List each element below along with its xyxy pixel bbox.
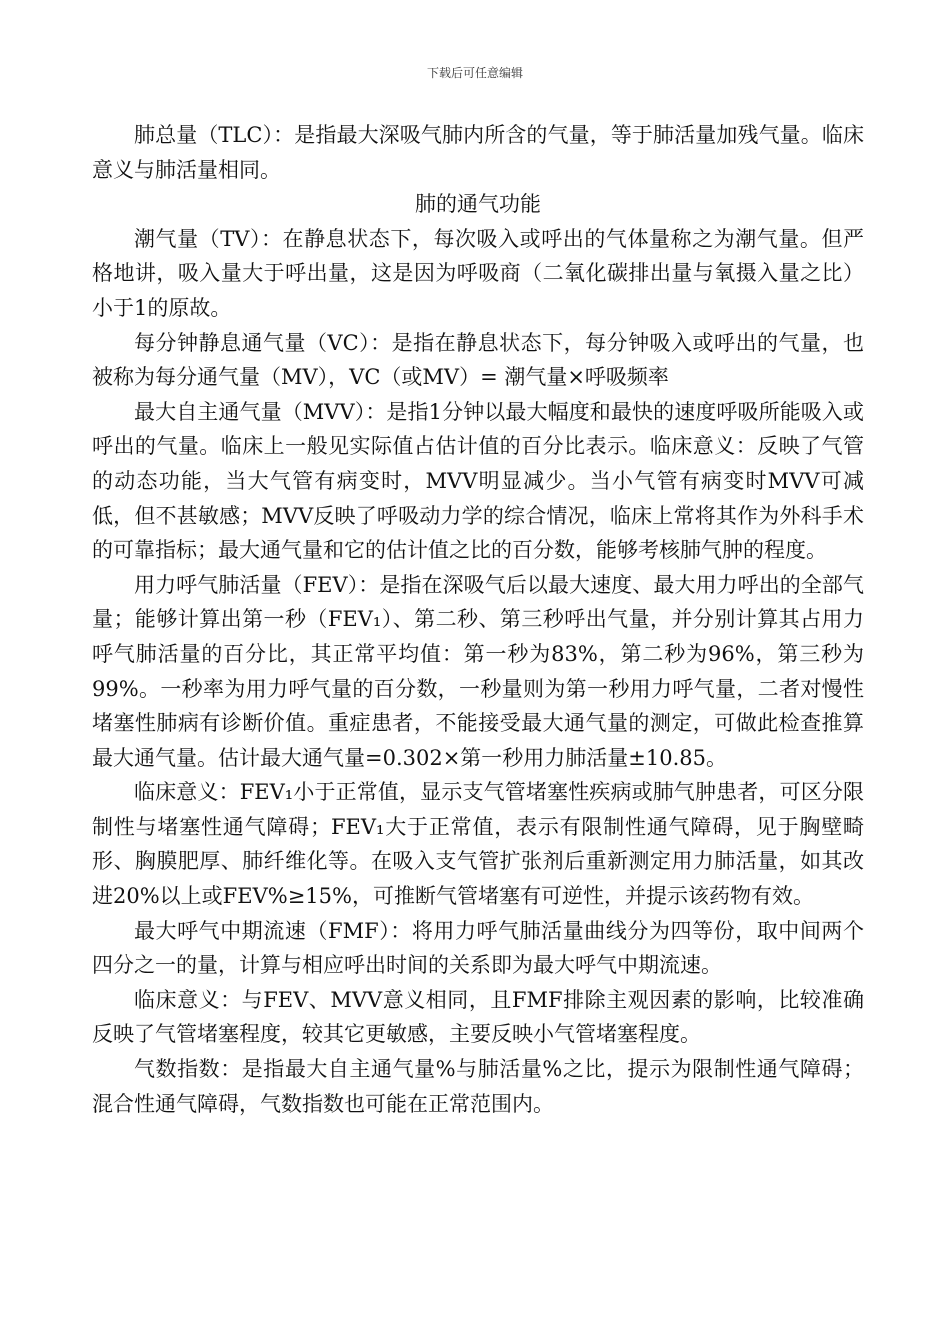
paragraph-fev: 用力呼气肺活量（FEV）：是指在深吸气后以最大速度、最大用力呼出的全部气量；能够计算出第一秒（FEV₁）、第二秒、第三秒呼出气量，并分别计算其占用力呼气肺活量的百分比，其正常平均值：第一秒为83%，第二秒为96%，第三秒为99%。一秒率为用力呼气量的百分数，一秒量则为第一秒用力呼气量，二者对慢性堵塞性肺病有诊断价值。重症患者，不能接受最大通气量的测定，可做此检查推算最大通气量。估计最大通气量=0.302×第一秒用力肺活量±10.85。 [92, 572, 864, 770]
paragraph-fev-clinical: 临床意义：FEV₁小于正常值，显示支气管堵塞性疾病或肺气肿患者，可区分限制性与堵塞性通气障碍；FEV₁大于正常值，表示有限制性通气障碍，见于胸壁畸形、胸膜肥厚、肺纤维化等。在吸入支气管扩张剂后重新测定用力肺活量，如其改进20%以上或FEV%≥15%，可推断气管堵塞有可逆性，并提示该药物有效。 [92, 780, 864, 909]
paragraph-mvv: 最大自主通气量（MVV）：是指1分钟以最大幅度和最快的速度呼吸所能吸入或呼出的气量。临床上一般见实际值占估计值的百分比表示。临床意义：反映了气管的动态功能，当大气管有病变时，MVV明显减少。当小气管有病变时MVV可减低，但不甚敏感；MVV反映了呼吸动力学的综合情况，临床上常将其作为外科手术的可靠指标；最大通气量和它的估计值之比的百分数，能够考核肺气肿的程度。 [92, 399, 864, 563]
paragraph-tidal-volume: 潮气量（TV）：在静息状态下，每次吸入或呼出的气体量称之为潮气量。但严格地讲，吸入量大于呼出量，这是因为呼吸商（二氧化碳排出量与氧摄入量之比）小于1的原故。 [92, 226, 864, 320]
page-header: 下载后可任意编辑 [426, 66, 523, 80]
section-title: 肺的通气功能 [415, 192, 541, 217]
paragraph-total-lung-capacity: 肺总量（TLC）：是指最大深吸气肺内所含的气量，等于肺活量加残气量。临床意义与肺活量相同。 [92, 123, 864, 182]
paragraph-fmf: 最大呼气中期流速（FMF）：将用力呼气肺活量曲线分为四等份，取中间两个四分之一的量，计算与相应呼出时间的关系即为最大呼气中期流速。 [92, 918, 864, 978]
document-body [92, 118, 864, 1121]
paragraph-minute-ventilation: 每分钟静息通气量（VC）：是指在静息状态下，每分钟吸入或呼出的气量，也被称为每分通气量（MV），VC（或MV）= 潮气量×呼吸频率 [92, 330, 864, 390]
paragraph-fmf-clinical: 临床意义：与FEV、MVV意义相同，且FMF排除主观因素的影响，比较准确反映了气管堵塞程度，较其它更敏感，主要反映小气管堵塞程度。 [92, 987, 864, 1047]
paragraph-air-index: 气数指数：是指最大自主通气量%与肺活量%之比，提示为限制性通气障碍；混合性通气障碍，气数指数也可能在正常范围内。 [92, 1057, 864, 1116]
